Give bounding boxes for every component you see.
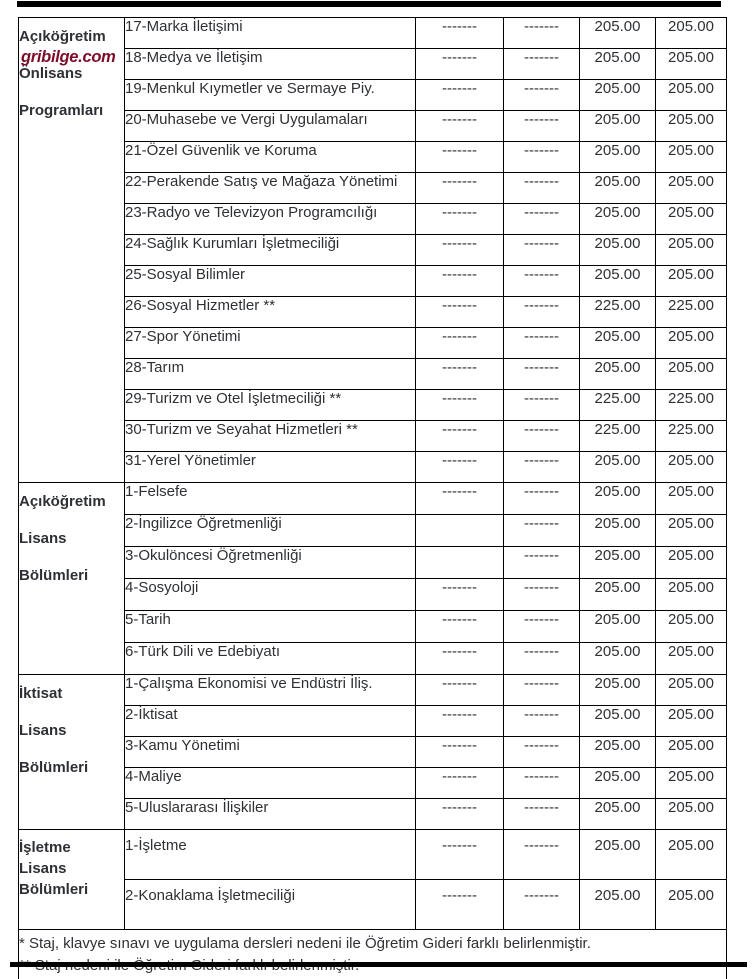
section-label-line: Lisans [19, 722, 67, 739]
table-row [19, 390, 727, 421]
fee-cell-2: 225.00 [656, 297, 727, 328]
program-name-cell: 26-Sosyal Hizmetler ** [125, 297, 416, 328]
fee-cell-1: 205.00 [580, 706, 656, 737]
table-row [19, 579, 727, 611]
fee-cell-1: 225.00 [580, 390, 656, 421]
fee-cell-2: 205.00 [656, 768, 727, 799]
value-cell-1: ------- [416, 390, 504, 421]
program-name-cell: 23-Radyo ve Televizyon Programcılığı [125, 204, 416, 235]
fee-cell-2: 205.00 [656, 328, 727, 359]
fee-cell-1: 205.00 [580, 515, 656, 547]
value-cell-2: ------- [504, 204, 580, 235]
program-name-cell: 6-Türk Dili ve Edebiyatı [125, 643, 416, 675]
program-name-cell: 17-Marka İletişimi [125, 18, 416, 49]
fee-cell-1: 205.00 [580, 204, 656, 235]
value-cell-2: ------- [504, 483, 580, 515]
value-cell-2: ------- [504, 675, 580, 706]
program-name-cell: 31-Yerel Yönetimler [125, 452, 416, 483]
value-cell-1: ------- [416, 675, 504, 706]
program-name-cell: 1-Çalışma Ekonomisi ve Endüstri İliş. [125, 675, 416, 706]
fee-cell-2: 205.00 [656, 452, 727, 483]
program-name-cell: 18-Medya ve İletişim [125, 49, 416, 80]
table-row [19, 547, 727, 579]
section-label [19, 483, 124, 594]
table-row [19, 737, 727, 768]
fee-cell-1: 205.00 [580, 675, 656, 706]
section-label-line: Programları [19, 102, 104, 119]
value-cell-2: ------- [504, 421, 580, 452]
section-label-line: Bölümleri [19, 881, 89, 898]
value-cell-1: ------- [416, 204, 504, 235]
table-row [19, 235, 727, 266]
table-row [19, 611, 727, 643]
fee-cell-2: 205.00 [656, 204, 727, 235]
section-label-cell [19, 830, 125, 930]
section-label-line: Açıköğretim [19, 28, 106, 45]
fee-cell-1: 205.00 [580, 799, 656, 830]
fee-cell-2: 205.00 [656, 483, 727, 515]
fee-cell-1: 205.00 [580, 643, 656, 675]
value-cell-2: ------- [504, 579, 580, 611]
table-row [19, 799, 727, 830]
fee-cell-2: 205.00 [656, 880, 727, 930]
table-row [19, 515, 727, 547]
table-row [19, 768, 727, 799]
program-name-cell: 2-İngilizce Öğretmenliği [125, 515, 416, 547]
value-cell-2: ------- [504, 768, 580, 799]
fee-cell-1: 205.00 [580, 452, 656, 483]
program-name-cell: 3-Kamu Yönetimi [125, 737, 416, 768]
section-label [19, 18, 124, 129]
value-cell-2: ------- [504, 799, 580, 830]
table-row [19, 173, 727, 204]
section-label-line: Bölümleri [19, 759, 89, 776]
section-label-line: Lisans [19, 530, 67, 547]
value-cell-1 [416, 547, 504, 579]
fee-cell-1: 205.00 [580, 830, 656, 880]
value-cell-1: ------- [416, 18, 504, 49]
fee-cell-2: 205.00 [656, 643, 727, 675]
table-row [19, 675, 727, 706]
fee-cell-1: 225.00 [580, 421, 656, 452]
value-cell-2: ------- [504, 359, 580, 390]
value-cell-1: ------- [416, 328, 504, 359]
fee-cell-2: 205.00 [656, 675, 727, 706]
section-label-line: İşletme [19, 839, 71, 856]
program-name-cell: 5-Uluslararası İlişkiler [125, 799, 416, 830]
value-cell-2: ------- [504, 49, 580, 80]
value-cell-1: ------- [416, 111, 504, 142]
section-label-cell [19, 483, 125, 675]
value-cell-2: ------- [504, 297, 580, 328]
fee-cell-2: 205.00 [656, 799, 727, 830]
fee-cell-1: 205.00 [580, 142, 656, 173]
fee-cell-2: 205.00 [656, 173, 727, 204]
fee-cell-2: 205.00 [656, 111, 727, 142]
value-cell-1: ------- [416, 266, 504, 297]
fee-cell-2: 205.00 [656, 266, 727, 297]
value-cell-2: ------- [504, 611, 580, 643]
value-cell-2: ------- [504, 547, 580, 579]
fee-cell-2: 205.00 [656, 706, 727, 737]
table-row [19, 643, 727, 675]
program-name-cell: 20-Muhasebe ve Vergi Uygulamaları [125, 111, 416, 142]
fee-cell-2: 205.00 [656, 359, 727, 390]
value-cell-1: ------- [416, 235, 504, 266]
value-cell-1: ------- [416, 297, 504, 328]
value-cell-1: ------- [416, 452, 504, 483]
program-name-cell: 4-Maliye [125, 768, 416, 799]
section-label-line: Lisans [19, 860, 67, 877]
table-row [19, 111, 727, 142]
value-cell-2: ------- [504, 173, 580, 204]
watermark-text: gribilge.com [21, 48, 116, 66]
value-cell-1: ------- [416, 611, 504, 643]
table-row [19, 483, 727, 515]
value-cell-1: ------- [416, 737, 504, 768]
fee-cell-2: 205.00 [656, 515, 727, 547]
fee-cell-2: 205.00 [656, 547, 727, 579]
value-cell-2: ------- [504, 80, 580, 111]
program-name-cell: 19-Menkul Kıymetler ve Sermaye Piy. [125, 80, 416, 111]
page-bottom-rule [10, 962, 747, 967]
table-row [19, 359, 727, 390]
fee-cell-1: 205.00 [580, 49, 656, 80]
section-label-line: Açıköğretim [19, 493, 106, 510]
table-row [19, 452, 727, 483]
program-name-cell: 21-Özel Güvenlik ve Koruma [125, 142, 416, 173]
value-cell-2: ------- [504, 328, 580, 359]
table-row [19, 18, 727, 49]
value-cell-1: ------- [416, 706, 504, 737]
fee-cell-2: 205.00 [656, 737, 727, 768]
value-cell-1: ------- [416, 80, 504, 111]
table-row [19, 297, 727, 328]
fee-table-body [19, 18, 727, 979]
program-name-cell: 2-Konaklama İşletmeciliği [125, 880, 416, 930]
fee-cell-2: 205.00 [656, 579, 727, 611]
program-name-cell: 2-İktisat [125, 706, 416, 737]
value-cell-1: ------- [416, 643, 504, 675]
program-name-cell: 28-Tarım [125, 359, 416, 390]
fee-cell-2: 225.00 [656, 421, 727, 452]
fee-cell-1: 205.00 [580, 111, 656, 142]
table-row [19, 421, 727, 452]
value-cell-1: ------- [416, 359, 504, 390]
program-name-cell: 1-İşletme [125, 830, 416, 880]
page-top-rule [17, 1, 721, 7]
program-name-cell: 25-Sosyal Bilimler [125, 266, 416, 297]
value-cell-1: ------- [416, 799, 504, 830]
fee-cell-1: 205.00 [580, 328, 656, 359]
value-cell-2: ------- [504, 515, 580, 547]
value-cell-2: ------- [504, 390, 580, 421]
value-cell-2: ------- [504, 235, 580, 266]
section-label-line: Önlisans [19, 65, 83, 82]
value-cell-2: ------- [504, 111, 580, 142]
fee-cell-2: 205.00 [656, 80, 727, 111]
value-cell-1: ------- [416, 173, 504, 204]
fee-cell-1: 205.00 [580, 80, 656, 111]
fee-cell-1: 205.00 [580, 737, 656, 768]
table-row [19, 142, 727, 173]
program-name-cell: 4-Sosyoloji [125, 579, 416, 611]
table-row [19, 706, 727, 737]
fee-cell-2: 205.00 [656, 235, 727, 266]
table-row [19, 328, 727, 359]
fee-cell-1: 205.00 [580, 483, 656, 515]
value-cell-2: ------- [504, 737, 580, 768]
section-label-cell [19, 18, 125, 483]
value-cell-2: ------- [504, 452, 580, 483]
fee-cell-1: 205.00 [580, 359, 656, 390]
fee-cell-1: 205.00 [580, 880, 656, 930]
program-name-cell: 24-Sağlık Kurumları İşletmeciliği [125, 235, 416, 266]
tuition-fee-table [18, 17, 727, 979]
value-cell-1: ------- [416, 142, 504, 173]
fee-cell-2: 225.00 [656, 390, 727, 421]
program-name-cell: 30-Turizm ve Seyahat Hizmetleri ** [125, 421, 416, 452]
program-name-cell: 22-Perakende Satış ve Mağaza Yönetimi [125, 173, 416, 204]
value-cell-1: ------- [416, 579, 504, 611]
value-cell-2: ------- [504, 18, 580, 49]
program-name-cell: 5-Tarih [125, 611, 416, 643]
fee-cell-2: 205.00 [656, 49, 727, 80]
fee-cell-2: 205.00 [656, 18, 727, 49]
fee-cell-1: 205.00 [580, 266, 656, 297]
value-cell-1: ------- [416, 421, 504, 452]
fee-cell-1: 205.00 [580, 768, 656, 799]
fee-cell-2: 205.00 [656, 830, 727, 880]
section-label [19, 837, 124, 900]
value-cell-2: ------- [504, 880, 580, 930]
fee-cell-1: 205.00 [580, 18, 656, 49]
value-cell-2: ------- [504, 643, 580, 675]
section-label-cell [19, 675, 125, 830]
section-label [19, 675, 124, 786]
table-row [19, 880, 727, 930]
table-row [19, 80, 727, 111]
value-cell-1: ------- [416, 880, 504, 930]
fee-cell-2: 205.00 [656, 611, 727, 643]
footnote-text: * Staj, klavye sınavı ve uygulama dersleri nedeni ile Öğretim Gideri farklı belirlenmiştir. [19, 935, 591, 952]
table-row [19, 266, 727, 297]
value-cell-2: ------- [504, 706, 580, 737]
program-name-cell: 3-Okulöncesi Öğretmenliği [125, 547, 416, 579]
table-row [19, 204, 727, 235]
footnotes-cell [19, 930, 727, 979]
value-cell-1: ------- [416, 49, 504, 80]
fee-cell-1: 205.00 [580, 173, 656, 204]
value-cell-1: ------- [416, 483, 504, 515]
section-label-line: Bölümleri [19, 567, 89, 584]
value-cell-2: ------- [504, 266, 580, 297]
fee-cell-2: 205.00 [656, 142, 727, 173]
value-cell-1: ------- [416, 830, 504, 880]
fee-cell-1: 205.00 [580, 579, 656, 611]
fee-cell-1: 225.00 [580, 297, 656, 328]
fee-cell-1: 205.00 [580, 611, 656, 643]
value-cell-2: ------- [504, 142, 580, 173]
program-name-cell: 1-Felsefe [125, 483, 416, 515]
fee-cell-1: 205.00 [580, 547, 656, 579]
table-row [19, 49, 727, 80]
program-name-cell: 27-Spor Yönetimi [125, 328, 416, 359]
value-cell-2: ------- [504, 830, 580, 880]
section-label-line: İktisat [19, 685, 63, 702]
fee-cell-1: 205.00 [580, 235, 656, 266]
program-name-cell: 29-Turizm ve Otel İşletmeciliği ** [125, 390, 416, 421]
value-cell-1: ------- [416, 768, 504, 799]
footnotes-row [19, 930, 727, 979]
value-cell-1 [416, 515, 504, 547]
table-row [19, 830, 727, 880]
